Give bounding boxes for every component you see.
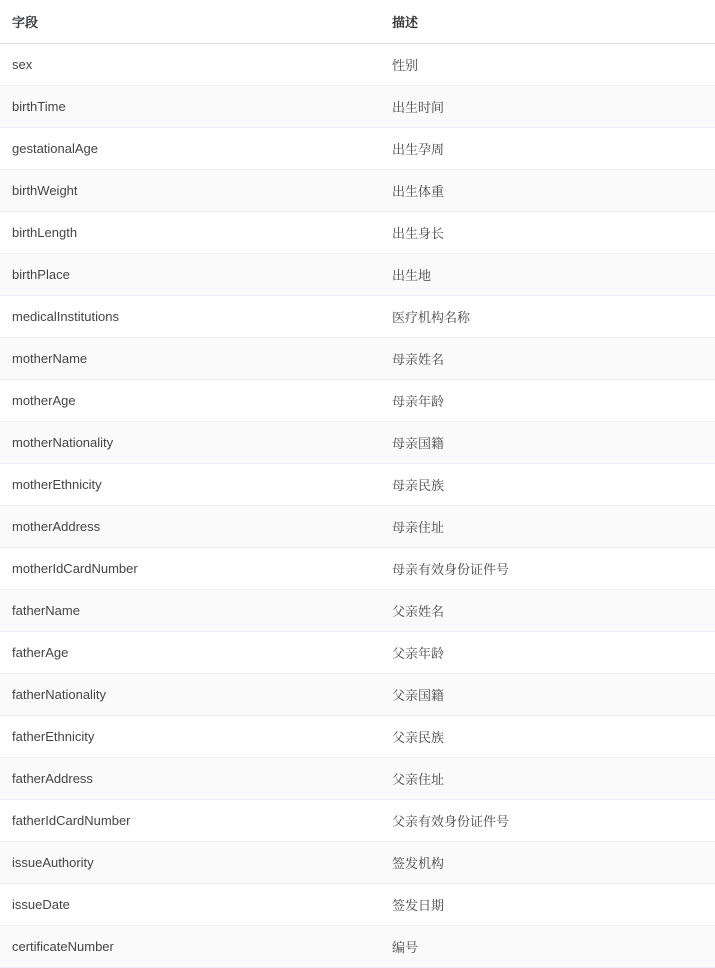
cell-field: birthTime bbox=[0, 86, 380, 128]
cell-field: motherIdCardNumber bbox=[0, 548, 380, 590]
cell-description: 出生孕周 bbox=[380, 128, 715, 170]
table-row bbox=[0, 926, 715, 968]
cell-field: birthLength bbox=[0, 212, 380, 254]
cell-description: 父亲民族 bbox=[380, 716, 715, 758]
table-row bbox=[0, 716, 715, 758]
cell-description: 签发日期 bbox=[380, 884, 715, 926]
cell-field: fatherNationality bbox=[0, 674, 380, 716]
cell-description: 父亲有效身份证件号 bbox=[380, 800, 715, 842]
table-row bbox=[0, 380, 715, 422]
table-body bbox=[0, 44, 715, 968]
table-row bbox=[0, 170, 715, 212]
cell-field: motherNationality bbox=[0, 422, 380, 464]
cell-description: 母亲有效身份证件号 bbox=[380, 548, 715, 590]
column-header-description: 描述 bbox=[380, 0, 715, 44]
column-header-field: 字段 bbox=[0, 0, 380, 44]
cell-field: fatherAddress bbox=[0, 758, 380, 800]
cell-description: 性别 bbox=[380, 44, 715, 86]
table-row bbox=[0, 674, 715, 716]
table-row bbox=[0, 590, 715, 632]
table-row bbox=[0, 632, 715, 674]
cell-description: 父亲国籍 bbox=[380, 674, 715, 716]
cell-field: fatherName bbox=[0, 590, 380, 632]
cell-description: 出生体重 bbox=[380, 170, 715, 212]
cell-description: 父亲姓名 bbox=[380, 590, 715, 632]
table-row bbox=[0, 338, 715, 380]
table-row bbox=[0, 548, 715, 590]
cell-field: birthWeight bbox=[0, 170, 380, 212]
cell-description: 医疗机构名称 bbox=[380, 296, 715, 338]
cell-field: issueAuthority bbox=[0, 842, 380, 884]
cell-field: fatherAge bbox=[0, 632, 380, 674]
cell-description: 编号 bbox=[380, 926, 715, 968]
cell-description: 出生地 bbox=[380, 254, 715, 296]
cell-description: 母亲年龄 bbox=[380, 380, 715, 422]
cell-field: sex bbox=[0, 44, 380, 86]
cell-field: fatherEthnicity bbox=[0, 716, 380, 758]
cell-description: 母亲国籍 bbox=[380, 422, 715, 464]
cell-field: medicalInstitutions bbox=[0, 296, 380, 338]
cell-field: motherName bbox=[0, 338, 380, 380]
table-row bbox=[0, 464, 715, 506]
table-row bbox=[0, 254, 715, 296]
table-row bbox=[0, 44, 715, 86]
table-row bbox=[0, 842, 715, 884]
table-row bbox=[0, 86, 715, 128]
table-row bbox=[0, 128, 715, 170]
cell-description: 出生身长 bbox=[380, 212, 715, 254]
cell-description: 出生时间 bbox=[380, 86, 715, 128]
table-row bbox=[0, 506, 715, 548]
table-row bbox=[0, 212, 715, 254]
cell-field: birthPlace bbox=[0, 254, 380, 296]
cell-field: motherAge bbox=[0, 380, 380, 422]
table-header-row bbox=[0, 0, 715, 44]
table-row bbox=[0, 296, 715, 338]
table-row bbox=[0, 758, 715, 800]
cell-field: certificateNumber bbox=[0, 926, 380, 968]
table-row bbox=[0, 422, 715, 464]
cell-field: fatherIdCardNumber bbox=[0, 800, 380, 842]
cell-description: 母亲姓名 bbox=[380, 338, 715, 380]
table-row bbox=[0, 884, 715, 926]
table-header bbox=[0, 0, 715, 44]
table-row bbox=[0, 800, 715, 842]
cell-field: motherEthnicity bbox=[0, 464, 380, 506]
cell-field: gestationalAge bbox=[0, 128, 380, 170]
cell-description: 父亲住址 bbox=[380, 758, 715, 800]
cell-description: 母亲民族 bbox=[380, 464, 715, 506]
cell-field: issueDate bbox=[0, 884, 380, 926]
cell-description: 父亲年龄 bbox=[380, 632, 715, 674]
cell-field: motherAddress bbox=[0, 506, 380, 548]
cell-description: 签发机构 bbox=[380, 842, 715, 884]
cell-description: 母亲住址 bbox=[380, 506, 715, 548]
